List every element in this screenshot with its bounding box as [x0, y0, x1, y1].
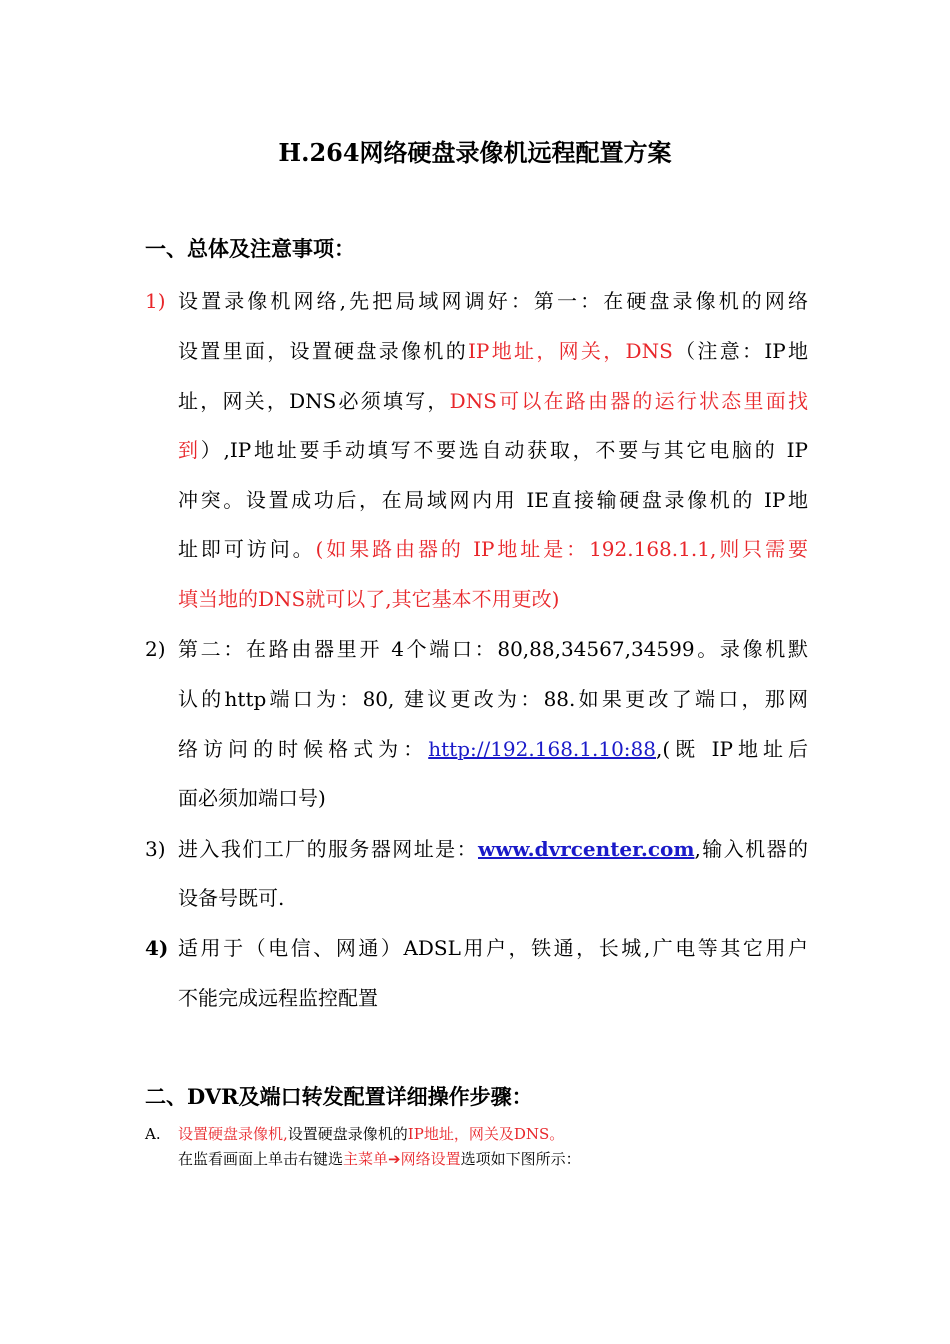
- item-4-line-1: 适用于（电信、网通）ADSL用户，铁通，长城,广电等其它用户: [178, 936, 808, 960]
- item-1-line-6: 址即可访问。(如果路由器的 IP地址是：192.168.1.1,则只需要: [178, 537, 808, 561]
- item-1-line-5: 冲突。设置成功后，在局域网内用 IE直接输硬盘录像机的 IP地: [178, 488, 808, 512]
- section-2-heading: 二、DVR及端口转发配置详细操作步骤：: [145, 1084, 533, 1109]
- item-2-line-2: 认的http端口为：80, 建议更改为：88.如果更改了端口，那网: [178, 687, 808, 711]
- item-4-number: 4): [145, 936, 169, 960]
- item-a-line-1: 设置硬盘录像机,设置硬盘录像机的IP地址，网关及DNS。: [178, 1125, 565, 1143]
- item-4-line-2: 不能完成远程监控配置: [178, 986, 378, 1010]
- item-2-line-4: 面必须加端口号): [178, 786, 326, 810]
- item-1-line-3: 址，网关，DNS必须填写，DNS可以在路由器的运行状态里面找: [178, 389, 808, 413]
- item-1-line-2: 设置里面，设置硬盘录像机的IP地址，网关，DNS（注意：IP地: [178, 339, 808, 363]
- item-a-line-2: 在监看画面上单击右键选主菜单➔网络设置选项如下图所示：: [178, 1150, 581, 1168]
- item-2-number: 2): [145, 637, 166, 661]
- item-3-line-2: 设备号既可.: [178, 886, 285, 910]
- item-3-number: 3): [145, 837, 166, 861]
- dvrcenter-link[interactable]: www.dvrcenter.com: [478, 837, 695, 861]
- item-2-line-3: 络访问的时候格式为：http://192.168.1.10:88,(既 IP地址后: [178, 737, 808, 761]
- arrow-right-icon: ➔: [388, 1150, 401, 1168]
- item-1-number: 1): [145, 289, 166, 313]
- page-title: H.264网络硬盘录像机远程配置方案: [278, 138, 672, 167]
- item-1-line-1: 设置录像机网络,先把局域网调好：第一：在硬盘录像机的网络: [178, 289, 808, 313]
- item-1-line-4: 到）,IP地址要手动填写不要选自动获取，不要与其它电脑的 IP: [178, 438, 808, 462]
- section-1-heading: 一、总体及注意事项：: [145, 236, 355, 261]
- item-3-line-1: 进入我们工厂的服务器网址是：www.dvrcenter.com,输入机器的: [178, 837, 808, 861]
- ip-port-link[interactable]: http://192.168.1.10:88: [428, 737, 656, 761]
- item-1-line-7: 填当地的DNS就可以了,其它基本不用更改): [178, 587, 560, 611]
- item-2-line-1: 第二：在路由器里开 4个端口：80,88,34567,34599。录像机默: [178, 637, 808, 661]
- item-a-number: A.: [145, 1125, 161, 1143]
